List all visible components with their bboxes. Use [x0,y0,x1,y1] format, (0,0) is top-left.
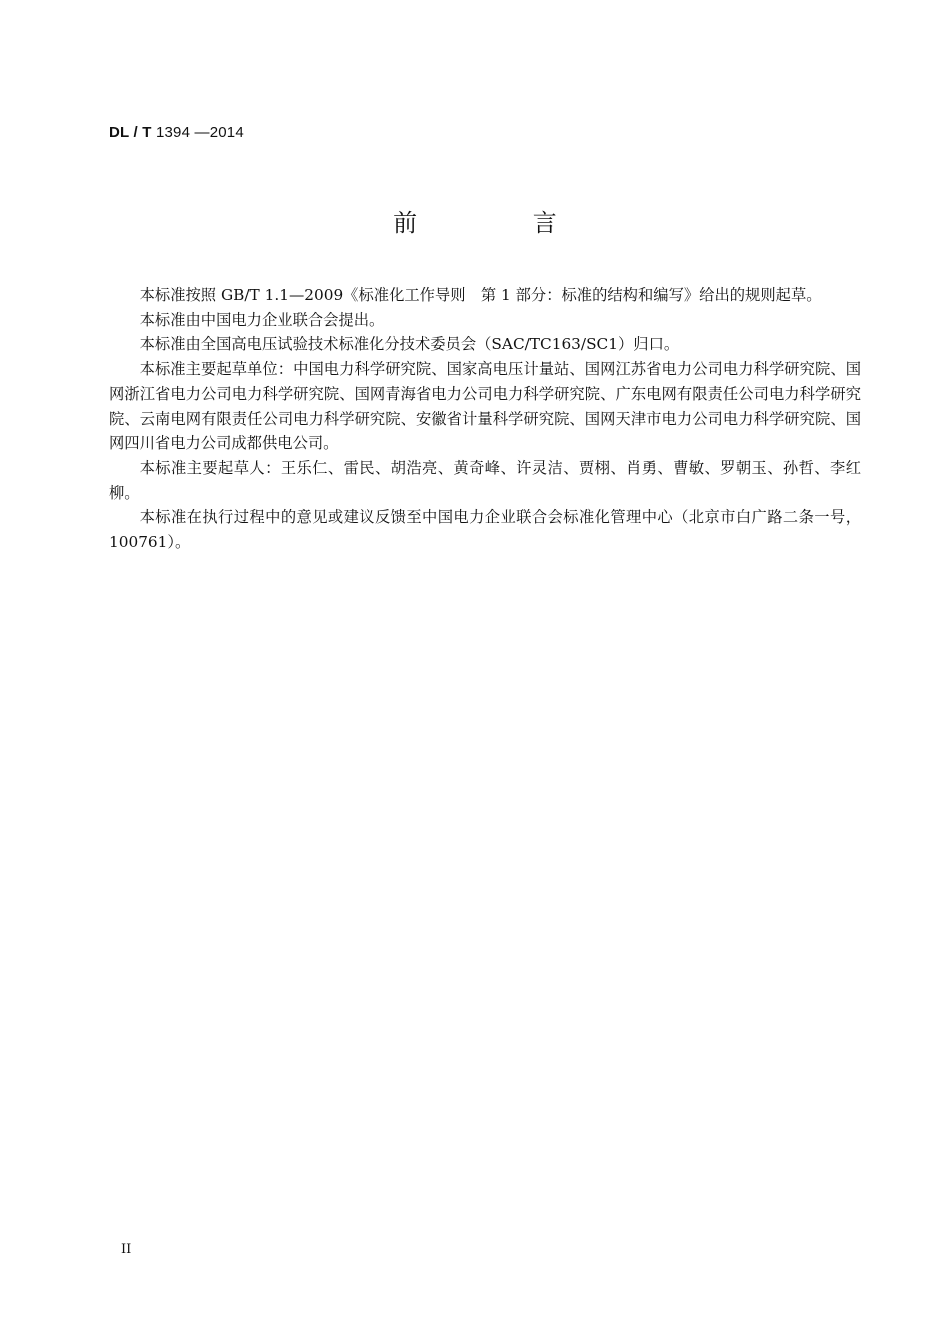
document-code-number: 1394 —2014 [155,124,244,141]
paragraph-drafters: 本标准主要起草人：王乐仁、雷民、胡浩亮、黄奇峰、许灵洁、贾栩、肖勇、曹敏、罗朝玉、孙哲、李红柳。 [109,458,861,502]
paragraph-committee: 本标准由全国高电压试验技术标准化分技术委员会（SAC/TC163/SC1）归口。 [139,335,680,354]
document-code [109,124,244,141]
foreword-body [109,283,861,555]
paragraph-proposer: 本标准由中国电力企业联合会提出。 [139,310,385,329]
paragraph-drafting-units: 本标准主要起草单位：中国电力科学研究院、国家高电压计量站、国网江苏省电力公司电力科学研究院、国网浙江省电力公司电力科学研究院、国网青海省电力公司电力科学研究院、广东电网有限责任公司电力科学研究院、云南电网有限责任公司电力科学研究院、安徽省计量科学研究院、国网天津市电力公司电力科学研究院、国网四川省电力公司成都供电公司。 [109,360,861,453]
paragraph-drafting-rules: 本标准按照 GB/T 1.1—2009《标准化工作导则 第 1 部分：标准的结构和编写》给出的规则起草。 [139,286,822,304]
page-number: II [121,1242,132,1257]
paragraph-feedback: 本标准在执行过程中的意见或建议反馈至中国电力企业联合会标准化管理中心（北京市白广路二条一号，100761）。 [109,508,861,552]
document-code-prefix: DL / T [109,124,152,141]
section-title: 前 言 [393,209,611,237]
